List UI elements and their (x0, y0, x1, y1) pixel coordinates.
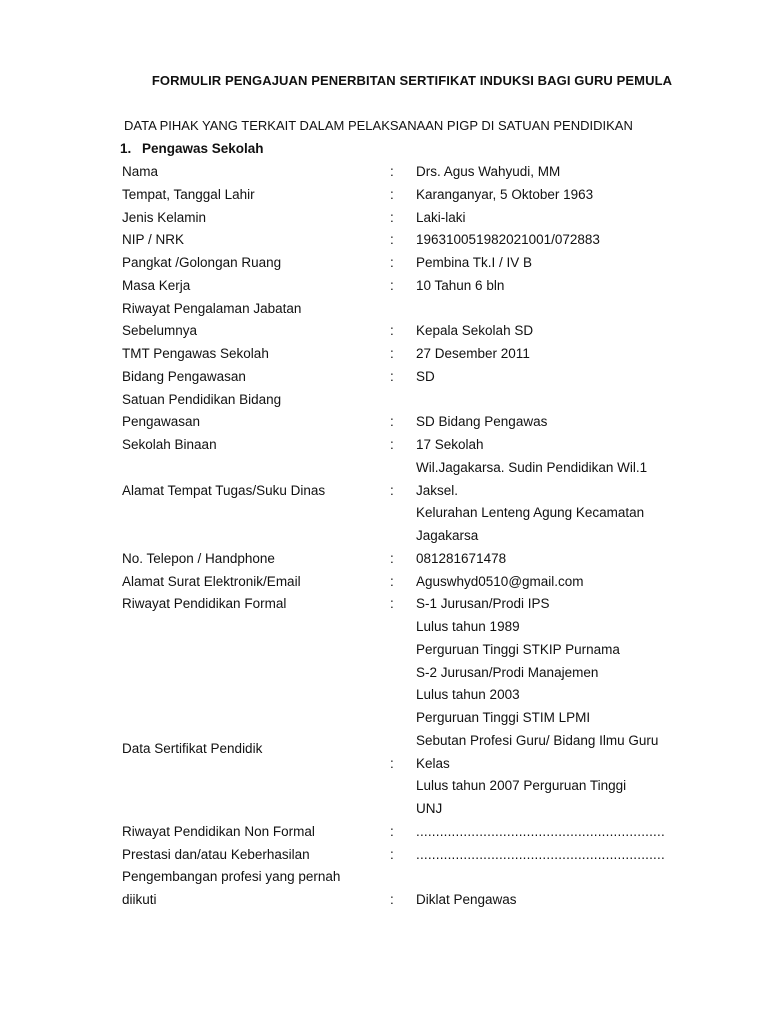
field-colon: : (390, 368, 394, 384)
form-row (0, 892, 768, 914)
form-row (0, 710, 768, 732)
form-row (0, 346, 768, 368)
form-row (0, 596, 768, 618)
field-value: 081281671478 (416, 550, 507, 566)
field-colon: : (390, 277, 394, 293)
field-value: SD Bidang Pengawas (416, 414, 548, 430)
field-label: Sekolah Binaan (122, 437, 217, 452)
field-value: Laki-laki (416, 209, 466, 225)
form-row (0, 414, 768, 436)
field-colon: : (390, 823, 394, 839)
field-value: Pembina Tk.I / IV B (416, 255, 533, 270)
field-colon: : (390, 346, 394, 361)
field-value: Drs. Agus Wahyudi, MM (416, 164, 561, 179)
field-value: Jaksel. (416, 482, 459, 498)
field-colon: : (390, 414, 394, 430)
field-value: Sebutan Profesi Guru/ Bidang Ilmu Guru (416, 732, 659, 748)
data-sertifikat-label: Data Sertifikat Pendidik (122, 741, 263, 756)
field-label: Pengawasan (122, 414, 201, 430)
form-row (0, 278, 768, 300)
field-value: Perguruan Tinggi STKIP Purnama (416, 641, 620, 657)
field-colon: : (390, 186, 394, 202)
section-number: 1. (120, 141, 132, 156)
field-value: Lulus tahun 2007 Perguruan Tinggi (416, 778, 627, 794)
section-heading (120, 141, 264, 156)
field-label: Riwayat Pendidikan Formal (122, 596, 287, 612)
field-value: Lulus tahun 2003 (416, 687, 520, 703)
form-row (0, 801, 768, 823)
field-value: Karanganyar, 5 Oktober 1963 (416, 186, 594, 202)
field-value: Kelas (416, 755, 450, 771)
form-row (0, 642, 768, 664)
field-label: Pangkat /Golongan Ruang (122, 255, 282, 270)
field-value: ............................................................... (416, 823, 665, 839)
field-value: SD (416, 368, 435, 384)
field-value: 196310051982021001/072883 (416, 232, 600, 248)
form-row (0, 301, 768, 323)
form-row (0, 824, 768, 846)
form-row (0, 687, 768, 709)
field-value: Aguswhyd0510@gmail.com (416, 573, 584, 589)
form-row (0, 369, 768, 391)
field-value: 27 Desember 2011 (416, 346, 530, 361)
form-row (0, 437, 768, 459)
field-value: Wil.Jagakarsa. Sudin Pendidikan Wil.1 (416, 459, 648, 475)
form-row (0, 483, 768, 505)
field-colon: : (390, 892, 394, 907)
field-label: Alamat Surat Elektronik/Email (122, 573, 301, 589)
field-value: Perguruan Tinggi STIM LPMI (416, 710, 591, 725)
form-row (0, 778, 768, 800)
field-label: TMT Pengawas Sekolah (122, 346, 269, 361)
field-colon: : (390, 164, 394, 179)
field-label: Jenis Kelamin (122, 209, 207, 225)
field-colon: : (390, 437, 394, 452)
form-row (0, 869, 768, 891)
field-colon: : (390, 596, 394, 612)
field-value: S-2 Jurusan/Prodi Manajemen (416, 664, 599, 680)
field-value: Lulus tahun 1989 (416, 619, 520, 634)
form-row (0, 528, 768, 550)
field-label: Riwayat Pengalaman Jabatan (122, 300, 302, 316)
field-label: Masa Kerja (122, 277, 191, 293)
field-value: 17 Sekolah (416, 437, 484, 452)
document-subtitle: DATA PIHAK YANG TERKAIT DALAM PELAKSANAAN PIGP DI SATUAN PENDIDIKAN (124, 118, 633, 133)
form-row (0, 505, 768, 527)
form-row (0, 164, 768, 186)
field-label: Bidang Pengawasan (122, 368, 246, 384)
field-value: 10 Tahun 6 bln (416, 277, 505, 293)
document-title: FORMULIR PENGAJUAN PENERBITAN SERTIFIKAT INDUKSI BAGI GURU PEMULA (151, 73, 673, 88)
field-value: UNJ (416, 801, 443, 816)
field-label: No. Telepon / Handphone (122, 550, 275, 566)
field-colon: : (390, 846, 394, 862)
form-row (0, 847, 768, 869)
form-row (0, 255, 768, 277)
form-row (0, 232, 768, 254)
field-label: Nama (122, 164, 159, 179)
field-label: Tempat, Tanggal Lahir (122, 186, 255, 202)
field-colon: : (390, 255, 394, 270)
field-colon: : (390, 323, 394, 339)
form-row (0, 392, 768, 414)
form-row (0, 665, 768, 687)
field-colon: : (390, 232, 394, 248)
form-row (0, 323, 768, 345)
field-colon: : (390, 755, 394, 771)
field-colon: : (390, 482, 394, 498)
form-row (0, 756, 768, 778)
field-label: diikuti (122, 892, 157, 907)
field-value: S-1 Jurusan/Prodi IPS (416, 596, 550, 612)
form-row (0, 574, 768, 596)
section-title: Pengawas Sekolah (142, 141, 264, 156)
field-colon: : (390, 550, 394, 566)
form-row (0, 551, 768, 573)
field-value: Diklat Pengawas (416, 892, 517, 907)
field-label: Riwayat Pendidikan Non Formal (122, 823, 315, 839)
field-label: Satuan Pendidikan Bidang (122, 391, 282, 407)
field-value: ............................................................... (416, 846, 665, 862)
field-label: Alamat Tempat Tugas/Suku Dinas (122, 482, 326, 498)
field-label: Sebelumnya (122, 323, 198, 339)
form-row (0, 619, 768, 641)
form-row (0, 733, 768, 755)
form-row (0, 460, 768, 482)
form-row (0, 210, 768, 232)
field-value: Kepala Sekolah SD (416, 323, 534, 339)
field-colon: : (390, 573, 394, 589)
field-value: Jagakarsa (416, 528, 479, 543)
field-label: Prestasi dan/atau Keberhasilan (122, 846, 310, 862)
field-value: Kelurahan Lenteng Agung Kecamatan (416, 505, 645, 521)
field-label: NIP / NRK (122, 232, 185, 248)
form-row (0, 187, 768, 209)
field-colon: : (390, 209, 394, 225)
field-label: Pengembangan profesi yang pernah (122, 869, 341, 885)
